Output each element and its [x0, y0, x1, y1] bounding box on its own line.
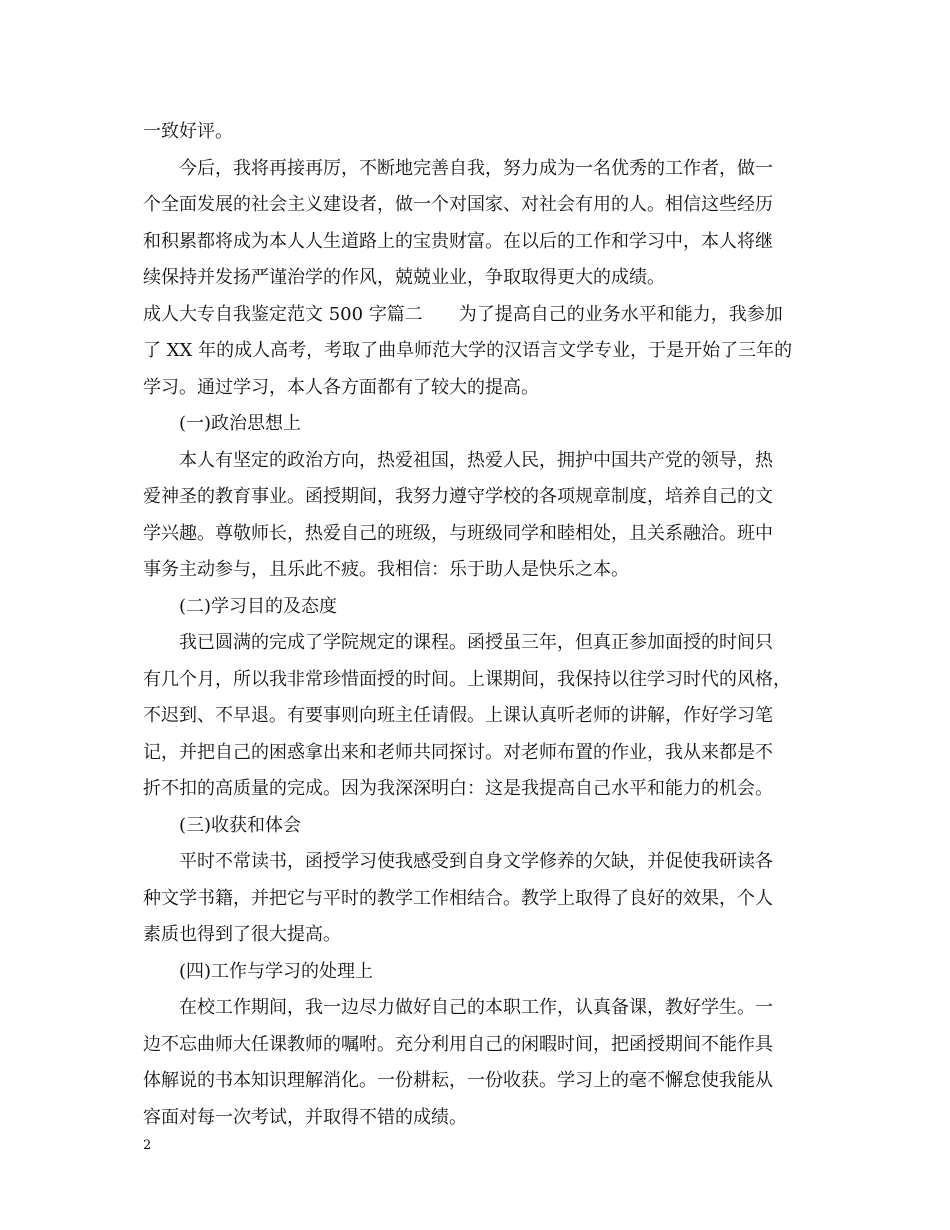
- text-line: 和积累都将成为本人人生道路上的宝贵财富。在以后的工作和学习中，本人将继: [143, 230, 773, 252]
- text-line: (二)学习目的及态度: [179, 595, 338, 617]
- text-line: 有几个月，所以我非常珍惜面授的时间。上课期间，我保持以往学习时代的风格，: [143, 668, 791, 690]
- text-line: 体解说的书本知识理解消化。一份耕耘，一份收获。学习上的毫不懈怠使我能从: [143, 1070, 773, 1091]
- text-line: (三)收获和体会: [179, 814, 302, 836]
- text-line: 事务主动参与，且乐此不疲。我相信：乐于助人是快乐之本。: [143, 559, 629, 580]
- text-line: 不迟到、不早退。有要事则向班主任请假。上课认真听老师的讲解，作好学习笔: [143, 705, 773, 726]
- text-line: 本人有坚定的政治方向，热爱祖国，热爱人民，拥护中国共产党的领导，热: [179, 449, 773, 471]
- text-line: 爱神圣的教育事业。函授期间，我努力遵守学校的各项规章制度，培养自己的文: [143, 486, 773, 507]
- text-line: 我已圆满的完成了学院规定的课程。函授虽三年，但真正参加面授的时间只: [179, 632, 773, 653]
- text-line: 折不扣的高质量的完成。因为我深深明白：这是我提高自己水平和能力的机会。: [143, 778, 773, 799]
- page-number: 2: [143, 1138, 152, 1153]
- text-line: 个全面发展的社会主义建设者，做一个对国家、对社会有用的人。相信这些经历: [143, 194, 773, 215]
- text-line: 边不忘曲师大任课教师的嘱咐。充分利用自己的闲暇时间，把函授期间不能作具: [143, 1033, 773, 1055]
- text-line: 一致好评。: [143, 121, 233, 142]
- text-line: 续保持并发扬严谨治学的作风，兢兢业业，争取取得更大的成绩。: [143, 267, 665, 288]
- text-line: 容面对每一次考试，并取得不错的成绩。: [143, 1106, 467, 1128]
- text-line: 学习。通过学习，本人各方面都有了较大的提高。: [143, 376, 539, 398]
- text-line: 在校工作期间，我一边尽力做好自己的本职工作，认真备课，教好学生。一: [179, 997, 773, 1018]
- text-line: 素质也得到了很大提高。: [143, 924, 341, 945]
- text-line: 平时不常读书，函授学习使我感受到自身文学修养的欠缺，并促使我研读各: [179, 851, 773, 872]
- text-line: 种文学书籍，并把它与平时的教学工作相结合。教学上取得了良好的效果，个人: [143, 887, 773, 909]
- text-line: 成人大专自我鉴定范文 500 字篇二 为了提高自己的业务水平和能力，我参加: [143, 303, 783, 325]
- text-line: 了 XX 年的成人高考，考取了曲阜师范大学的汉语言文学专业，于是开始了三年的: [143, 340, 793, 361]
- text-line: 记，并把自己的困惑拿出来和老师共同探讨。对老师布置的作业，我从来都是不: [143, 741, 773, 763]
- text-line: 今后，我将再接再厉，不断地完善自我，努力成为一名优秀的工作者，做一: [179, 157, 773, 179]
- text-line: 学兴趣。尊敬师长，热爱自己的班级，与班级同学和睦相处，且关系融洽。班中: [143, 522, 773, 544]
- text-line: (一)政治思想上: [179, 413, 302, 434]
- text-line: (四)工作与学习的处理上: [179, 960, 374, 982]
- body-text: [143, 114, 811, 1136]
